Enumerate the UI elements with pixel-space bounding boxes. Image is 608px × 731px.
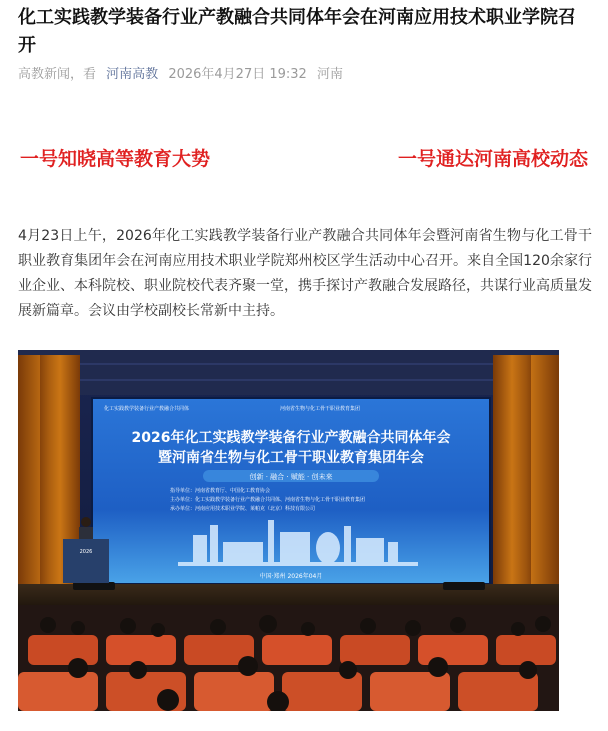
conference-photo (18, 350, 559, 711)
screen-org-1: 指导单位：河南省教育厅、中国化工教育协会 (170, 488, 271, 494)
meta-datetime: 2026年4月27日 19:32 (168, 67, 307, 82)
screen-title-line2: 暨河南省生物与化工骨干职业教育集团年会 (158, 450, 424, 466)
screen-header-left: 化工实践教学装备行业产教融合共同体 (104, 406, 190, 412)
banner-right: 一号通达河南高校动态 (397, 148, 588, 170)
screen-footer: 中国·郑州 2026年04月 (259, 573, 323, 580)
meta-category: 高教新闻，看 (18, 67, 97, 82)
screen-slogan: 创新 · 融合 · 赋能 · 创未来 (249, 473, 333, 481)
screen-org-3: 承办单位：河南应用技术职业学院、莱帕克（北京）科技有限公司 (170, 506, 316, 512)
podium-text: 2026 (79, 549, 93, 555)
conference-photo-drawing (18, 350, 559, 711)
meta-location: 河南 (316, 67, 343, 82)
article-paragraph: 4月23日上午，2026年化工实践教学装备行业产教融合共同体年会暨河南省生物与化工骨干职业教育集团年会在河南应用技术职业学院郑州校区学生活动中心召开。来自全国120余家行业企业、本科院校、职业院校代表齐聚一堂，携手探讨产教融合发展路径，共谋行业高质量发展新篇章。会议由学校副校长常新中主持。 (18, 228, 592, 319)
article-meta (18, 63, 349, 82)
screen-org-2: 主办单位：化工实践教学装备行业产教融合共同体、河南省生物与化工骨干职业教育集团 (170, 497, 366, 503)
screen-title-line1: 2026年化工实践教学装备行业产教融合共同体年会 (131, 430, 451, 446)
screen-header-right: 河南省生物与化工骨干职业教育集团 (280, 406, 361, 412)
banner-left: 一号知晓高等教育大势 (20, 148, 211, 170)
meta-source-link[interactable]: 河南高教 (106, 67, 159, 82)
article-title: 化工实践教学装备行业产教融合共同体年会在河南应用技术职业学院召开 (18, 7, 576, 56)
